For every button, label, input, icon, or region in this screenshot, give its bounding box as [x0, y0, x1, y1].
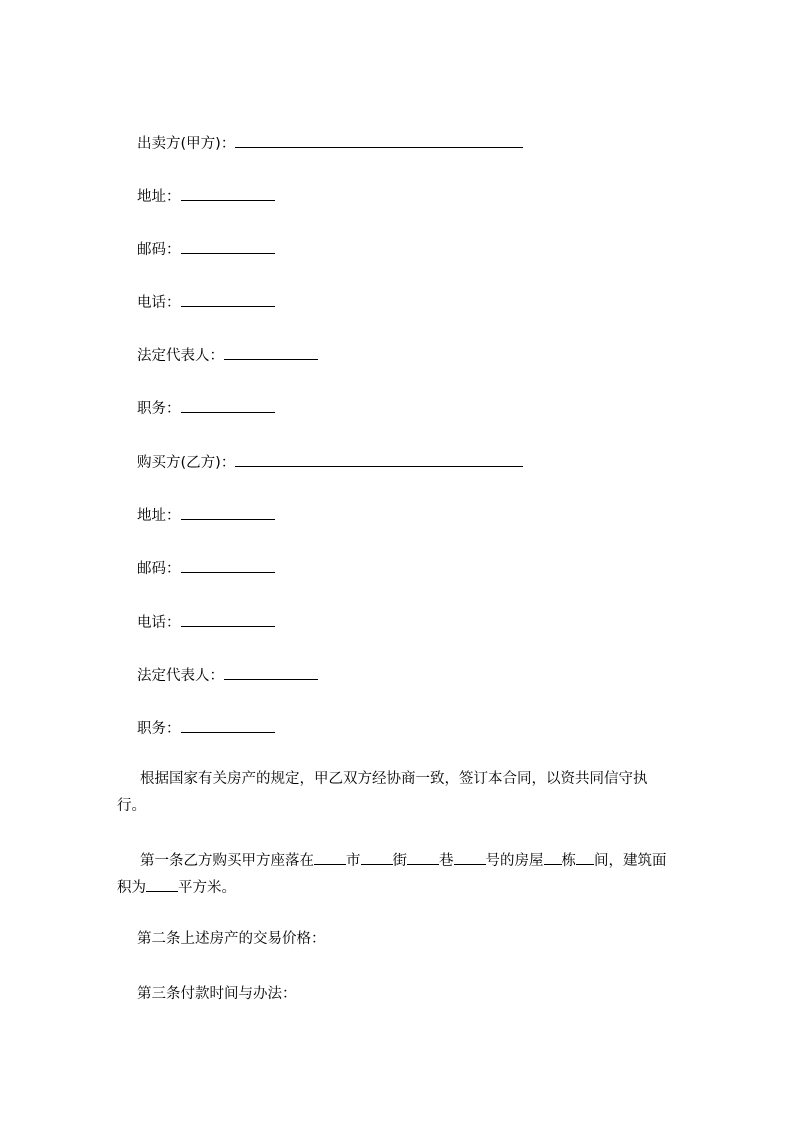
area-unit: 平方米。 [178, 880, 236, 896]
buyer-address-row [137, 504, 275, 526]
buyer-address-label: 地址： [137, 508, 181, 524]
seller-position-label: 职务： [137, 401, 181, 417]
buyer-name-blank [235, 451, 523, 467]
street-label: 街 [392, 853, 407, 869]
buyer-postcode-row [137, 557, 275, 579]
buyer-phone-blank [181, 611, 275, 627]
seller-position-blank [181, 397, 275, 413]
article-1-line-2 [117, 875, 707, 902]
seller-legal-rep-row [137, 344, 318, 366]
seller-legal-rep-label: 法定代表人： [137, 348, 224, 364]
area-blank [146, 876, 178, 892]
seller-name-blank [235, 132, 523, 148]
buyer-heading-row [137, 451, 523, 473]
preamble-line-2: 行。 [117, 798, 146, 814]
article-2-row [137, 929, 326, 949]
article-1-intro: 第一条乙方购买甲方座落在 [140, 853, 314, 869]
article-3-row [137, 984, 297, 1004]
buyer-postcode-blank [181, 557, 275, 573]
building-blank [544, 849, 562, 865]
seller-position-row [137, 397, 275, 419]
buyer-position-row [137, 717, 275, 739]
seller-postcode-label: 邮码： [137, 242, 181, 258]
seller-phone-label: 电话： [137, 295, 181, 311]
rooms-blank [576, 849, 594, 865]
seller-heading-row [137, 132, 523, 154]
lane-label: 巷 [439, 853, 454, 869]
lane-blank [407, 849, 439, 865]
buyer-position-blank [181, 717, 275, 733]
seller-legal-rep-blank [224, 344, 318, 360]
article-1-line-1 [140, 848, 707, 875]
buyer-address-blank [181, 504, 275, 520]
buyer-legal-rep-blank [224, 664, 318, 680]
buyer-phone-row [137, 611, 275, 633]
seller-postcode-row [137, 238, 275, 260]
buyer-phone-label: 电话： [137, 615, 181, 631]
seller-postcode-blank [181, 238, 275, 254]
building-label: 栋 [561, 853, 576, 869]
buyer-position-label: 职务： [137, 721, 181, 737]
article-3-text: 第三条付款时间与办法： [137, 986, 297, 1002]
article-1-paragraph [117, 848, 707, 902]
buyer-legal-rep-label: 法定代表人： [137, 668, 224, 684]
seller-heading: 出卖方(甲方)： [137, 136, 236, 152]
seller-address-blank [181, 185, 275, 201]
seller-phone-row [137, 291, 275, 313]
seller-address-label: 地址： [137, 189, 181, 205]
preamble-paragraph [117, 766, 707, 820]
buyer-legal-rep-row [137, 664, 318, 686]
rooms-label: 间，建筑面 [594, 853, 667, 869]
city-label: 市 [346, 853, 361, 869]
number-blank [454, 849, 486, 865]
seller-phone-blank [181, 291, 275, 307]
buyer-heading: 购买方(乙方)： [137, 455, 236, 471]
buyer-postcode-label: 邮码： [137, 561, 181, 577]
article-2-text: 第二条上述房产的交易价格： [137, 931, 326, 947]
seller-address-row [137, 185, 275, 207]
preamble-line-1: 根据国家有关房产的规定，甲乙双方经协商一致，签订本合同，以资共同信守执 [140, 771, 648, 787]
street-blank [361, 849, 393, 865]
city-blank [314, 849, 346, 865]
number-label: 号的房屋 [485, 853, 544, 869]
area-intro: 积为 [117, 880, 146, 896]
